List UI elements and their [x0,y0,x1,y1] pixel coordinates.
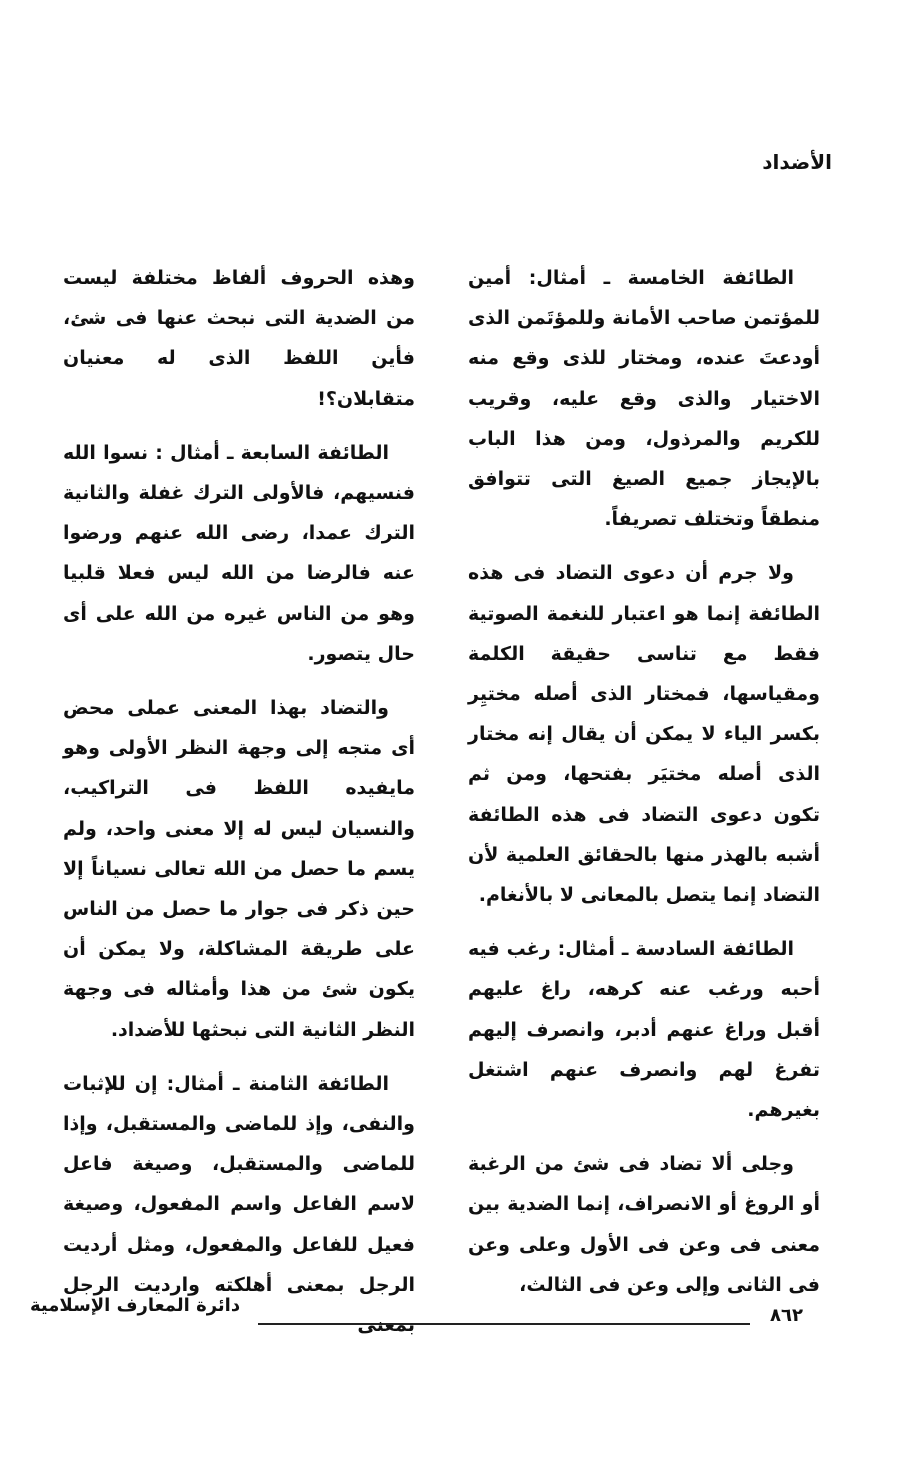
paragraph: وهذه الحروف ألفاظ مختلفة ليست من الضدية التى نبحث عنها فى شئ، فأين اللفظ الذى له معنيان متقابلان؟! [63,267,415,410]
paragraph: ولا جرم أن دعوى التضاد فى هذه الطائفة إنما هو اعتبار للنغمة الصوتية فقط مع تناسى حقيقة الكلمة ومقياسها، فمختار الذى أصله مختيِر بكسر الياء لا يمكن أن يقال إنه مختار الذى أصله مختيَر بفتحها، ومن ثم تكون دعوى التضاد فى هذه الطائفة أشبه بالهذر منها بالحقائق العلمية لأن التضاد إنما يتصل بالمعانى لا بالأنغام. [468,562,820,907]
right-column [468,258,820,1319]
paragraph: والتضاد بهذا المعنى عملى محض أى متجه إلى وجهة النظر الأولى وهو مايفيده اللفظ فى التراكيب، والنسيان ليس له إلا معنى واحد، ولم يسم ما حصل من الله تعالى نسياناً إلا حين ذكر فى جوار ما حصل من الناس على طريقة المشاكلة، ولا يمكن أن يكون شئ من هذا وأمثاله فى وجهة النظر الثانية التى نبحثها للأضداد. [63,697,415,1041]
paragraph: الطائفة الثامنة ـ أمثال: إن للإثبات والنفى، وإذ للماضى والمستقبل، وإذا للماضى والمستقبل، وصيغة فاعل لاسم الفاعل واسم المفعول، وصيغة فعيل للفاعل والمفعول، ومثل أرديت الرجل بمعنى أهلكته وارديت الرجل بمعنى [63,1072,415,1337]
running-header: الأضداد [762,150,832,174]
paragraph: الطائفة الخامسة ـ أمثال: أمين للمؤتمن صاحب الأمانة وللمؤتَمن الذى أودعتَ عنده، ومختار للذى وقع منه الاختيار والذى وقع عليه، وقريب للكريم والمرذول، ومن هذا الباب بالإيجاز جميع الصيغ التى تتوافق منطقاً وتختلف تصريفاً. [468,267,820,531]
paragraph: الطائفة السابعة ـ أمثال : نسوا الله فنسيهم، فالأولى الترك غفلة والثانية الترك عمدا، رضى الله عنهم ورضوا عنه فالرضا من الله ليس فعلا قلبيا وهو من الناس غيره من الله على أى حال يتصور. [63,441,415,665]
page-number: ٨٦٢ [770,1305,803,1326]
publication-title: دائرة المعارف الإسلامية [30,1295,241,1316]
footer-rule [258,1323,750,1325]
paragraph: وجلى ألا تضاد فى شئ من الرغبة أو الروغ أو الانصراف، إنما الضدية بين معنى فى وعن فى الأول وعلى وعن فى الثانى وإلى وعن فى الثالث، [468,1153,820,1296]
paragraph: الطائفة السادسة ـ أمثال: رغب فيه أحبه ورغب عنه كرهه، راغ عليهم أقبل وراغ عنهم أدبر، وانصرف إليهم تفرغ لهم وانصرف عنهم اشتغل بغيرهم. [468,938,820,1122]
left-column [63,258,415,1359]
